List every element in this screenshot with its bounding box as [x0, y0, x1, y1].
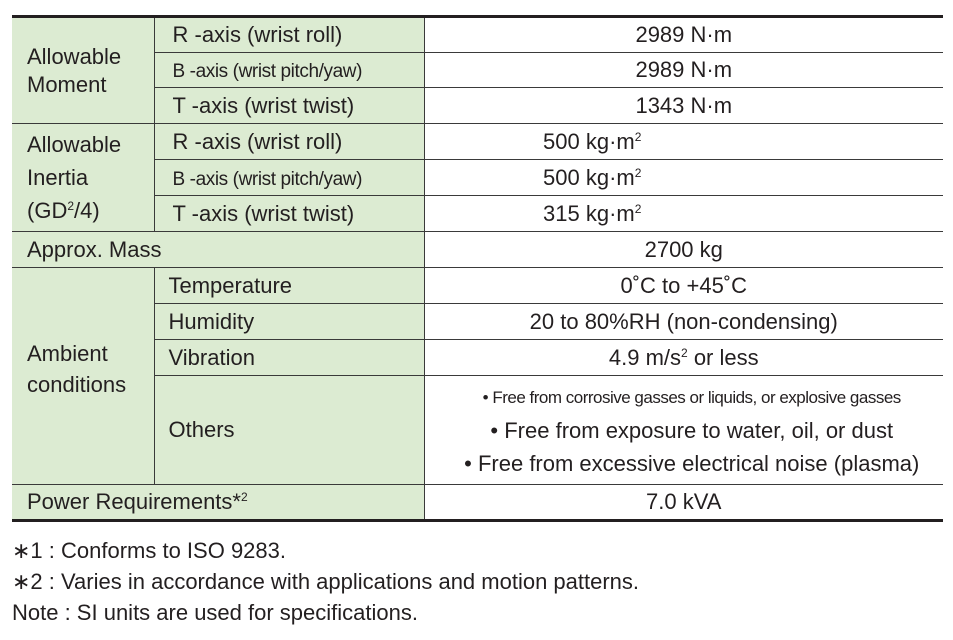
ambient-label-line1: Ambient [27, 341, 108, 366]
footnote-2: ∗2 : Varies in accordance with applications and motion patterns. [12, 569, 640, 594]
moment-t-axis-value: 1343 N·m [424, 88, 943, 124]
allowable-moment-header [12, 17, 154, 124]
others-item: • Free from corrosive gasses or liquids, or explosive gasses [482, 387, 901, 407]
humidity-value: 20 to 80%RH (non-condensing) [424, 304, 943, 340]
vibration-label: Vibration [154, 340, 424, 376]
table-row [12, 232, 943, 268]
inertia-b-axis-label [154, 160, 424, 196]
inertia-b-axis-text: B -axis (wrist pitch/yaw) [172, 168, 363, 190]
inertia-t-axis-number: 315 kg·m [543, 200, 635, 226]
others-value-list [424, 376, 943, 485]
inertia-r-axis-number: 500 kg·m [543, 128, 635, 154]
inertia-r-axis-value [424, 124, 943, 160]
vibration-value-suffix: or less [687, 344, 759, 370]
inertia-gd-sup: 2 [67, 199, 75, 213]
temperature-label: Temperature [154, 268, 424, 304]
inertia-label-line2: Inertia [27, 165, 89, 190]
inertia-t-axis-sup: 2 [634, 201, 642, 216]
table-row [12, 485, 943, 521]
moment-b-axis-text: B -axis (wrist pitch/yaw) [172, 61, 363, 82]
inertia-r-axis-label: R -axis (wrist roll) [154, 124, 424, 160]
inertia-b-axis-value [424, 160, 943, 196]
inertia-gd-text: (GD [27, 198, 68, 223]
others-label: Others [154, 376, 424, 485]
inertia-b-axis-sup: 2 [634, 165, 642, 180]
moment-b-axis-value: 2989 N·m [424, 53, 943, 88]
footnotes [12, 535, 639, 628]
table-row [12, 124, 943, 160]
specification-table [12, 15, 943, 522]
temperature-value: 0˚C to +45˚C [424, 268, 943, 304]
inertia-t-axis-label: T -axis (wrist twist) [154, 196, 424, 232]
vibration-value-number: 4.9 m/s [608, 344, 682, 370]
others-item: • Free from exposure to water, oil, or dust [490, 417, 894, 443]
humidity-label: Humidity [154, 304, 424, 340]
vibration-value [424, 340, 943, 376]
inertia-r-axis-sup: 2 [634, 129, 642, 144]
power-requirements-label [12, 485, 424, 521]
approx-mass-value: 2700 kg [424, 232, 943, 268]
footnote-note: Note : SI units are used for specifications. [12, 600, 418, 625]
inertia-t-axis-value [424, 196, 943, 232]
vibration-value-sup: 2 [681, 345, 688, 360]
allowable-inertia-header [12, 124, 154, 232]
moment-r-axis-value: 2989 N·m [424, 17, 943, 53]
moment-b-axis-label [154, 53, 424, 88]
inertia-gd-post: /4) [74, 198, 100, 223]
footnote-1: ∗1 : Conforms to ISO 9283. [12, 538, 287, 563]
ambient-label-line2: conditions [27, 372, 127, 397]
allowable-moment-label: Allowable Moment [27, 43, 122, 97]
ambient-conditions-header [12, 268, 154, 485]
moment-r-axis-label: R -axis (wrist roll) [154, 17, 424, 53]
moment-t-axis-label: T -axis (wrist twist) [154, 88, 424, 124]
approx-mass-label: Approx. Mass [12, 232, 424, 268]
others-item: • Free from excessive electrical noise (plasma) [464, 450, 920, 476]
power-requirements-sup: 2 [240, 490, 248, 504]
inertia-b-axis-number: 500 kg·m [543, 164, 635, 190]
power-requirements-text: Power Requirements* [27, 489, 241, 514]
power-requirements-value: 7.0 kVA [424, 485, 943, 521]
table-row [12, 17, 943, 53]
inertia-label-line3 [27, 194, 154, 227]
inertia-label-line1: Allowable [27, 132, 122, 157]
table-row [12, 268, 943, 304]
